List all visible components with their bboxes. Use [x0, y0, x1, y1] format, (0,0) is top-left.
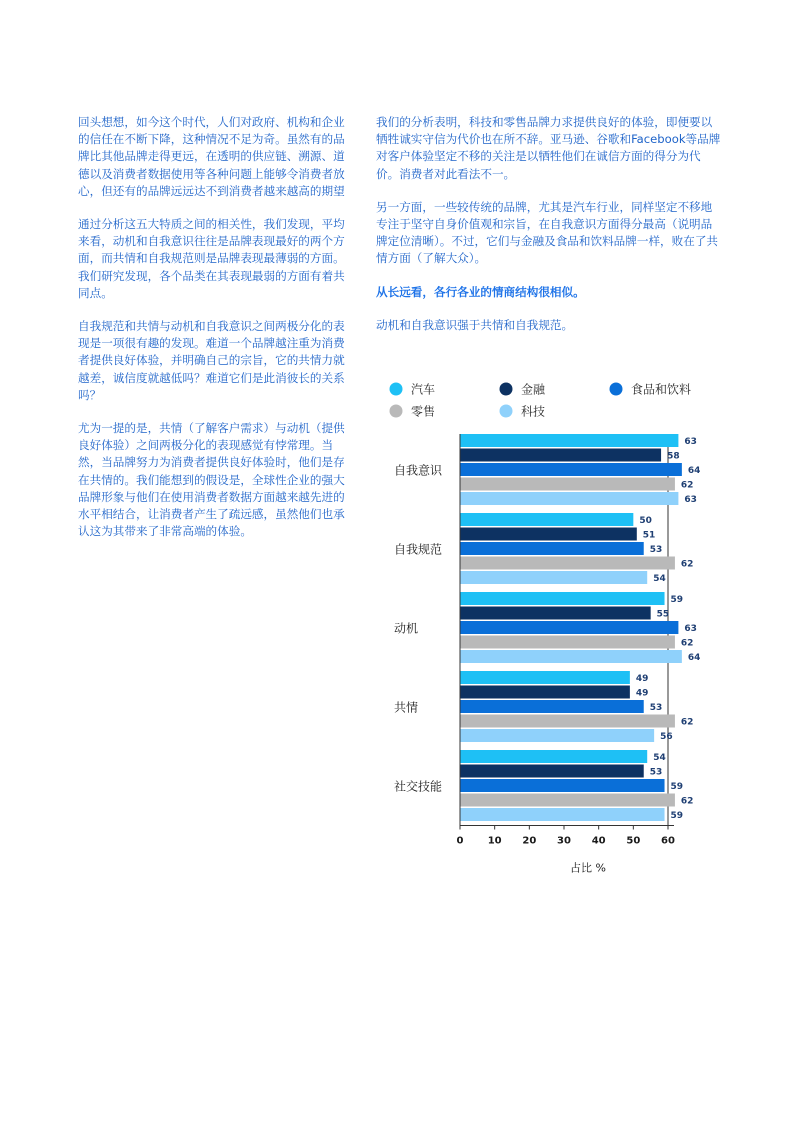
data-label: 49 — [635, 674, 649, 684]
paragraph: 通过分析这五大特质之间的相关性，我们发现，平均来看，动机和自我意识往往是品牌表现最好的两个方面，而共情和自我规范则是品牌表现最薄弱的方面。我们研究发现，各个品类在其表现最弱的方面有着共同点。 — [78, 217, 345, 300]
x-axis-label: 占比 % — [570, 861, 606, 875]
category-label: 社交技能 — [394, 779, 443, 794]
bar — [460, 715, 675, 728]
bar — [460, 478, 675, 491]
tick-label: 10 — [487, 835, 502, 847]
legend-swatch — [610, 383, 623, 396]
chart-intro: 动机和自我意识强于共情和自我规范。 — [376, 317, 574, 332]
data-label: 53 — [649, 545, 663, 555]
data-label: 58 — [667, 451, 680, 462]
bar — [460, 513, 633, 526]
tick-label: 40 — [591, 835, 606, 847]
data-label: 50 — [639, 516, 652, 526]
bar — [460, 557, 675, 570]
bar — [460, 571, 647, 584]
data-label: 51 — [642, 530, 656, 541]
tick-label: 50 — [626, 835, 641, 847]
bar — [460, 671, 630, 684]
tick-label: 30 — [557, 835, 571, 847]
bar — [460, 592, 665, 605]
category-label: 动机 — [394, 621, 419, 636]
bar — [460, 765, 644, 778]
paragraph: 回头想想，如今这个时代，人们对政府、机构和企业的信任在不断下降，这种情况不足为奇。虽然有的品牌比其他品牌走得更远，在透明的供应链、溯源、道德以及消费者数据使用等各种问题上能够令消费者放心，但还有的品牌远远达不到消费者越来越高的期望 — [78, 115, 345, 198]
bar — [460, 528, 637, 541]
bar — [460, 542, 644, 555]
data-label: 49 — [635, 688, 649, 699]
data-label: 63 — [684, 495, 697, 505]
bar — [460, 449, 661, 462]
category-label: 自我意识 — [394, 463, 443, 478]
legend-swatch — [390, 383, 403, 396]
bar — [460, 434, 678, 447]
data-label: 56 — [660, 732, 673, 742]
data-label: 59 — [670, 782, 684, 792]
chart-svg — [380, 372, 740, 892]
category-label: 共情 — [394, 700, 419, 715]
bar — [460, 700, 644, 713]
highlight-heading: 从长远看，各行各业的情商结构很相似。 — [376, 284, 585, 299]
data-label: 53 — [649, 767, 663, 778]
data-label: 59 — [670, 811, 684, 821]
legend-swatch — [500, 405, 513, 418]
data-label: 54 — [653, 574, 666, 584]
data-label: 59 — [670, 595, 684, 605]
bar — [460, 636, 675, 649]
data-label: 55 — [656, 609, 670, 620]
bar — [460, 729, 654, 742]
legend-label: 食品和饮料 — [631, 382, 692, 397]
data-label: 53 — [649, 703, 663, 713]
bar — [460, 650, 682, 663]
left-column — [78, 114, 350, 556]
data-label: 62 — [680, 480, 694, 491]
paragraph: 自我规范和共情与动机和自我意识之间两极分化的表现是一项很有趣的发现。难道一个品牌越注重为消费者提供良好体验，并明确自己的宗旨，它的共情力就越差，诚信度就越低吗？难道它们是此消彼长的关系吗？ — [78, 319, 345, 402]
tick-label: 60 — [661, 835, 675, 847]
legend-label: 汽车 — [411, 382, 436, 397]
bar — [460, 621, 678, 634]
legend-label: 金融 — [521, 382, 546, 397]
data-label: 64 — [687, 653, 701, 663]
category-label: 自我规范 — [394, 542, 443, 557]
legend-swatch — [500, 383, 513, 396]
paragraph: 我们的分析表明，科技和零售品牌力求提供良好的体验，即便要以牺牲诚实守信为代价也在所不辞。亚马逊、谷歌和Facebook等品牌对客户体验坚定不移的关注是以牺牲他们在诚信方面的得分为代价。消费者对此看法不一。 — [376, 115, 721, 181]
data-label: 62 — [680, 559, 694, 570]
data-label: 62 — [680, 717, 694, 728]
bar — [460, 463, 682, 476]
tick-label: 0 — [456, 835, 464, 847]
bar — [460, 750, 647, 763]
data-label: 64 — [687, 466, 701, 476]
tick-label: 20 — [522, 835, 537, 847]
bar — [460, 794, 675, 807]
bar — [460, 492, 678, 505]
bar — [460, 808, 665, 821]
data-label: 62 — [680, 638, 694, 649]
data-label: 62 — [680, 796, 694, 807]
bar — [460, 686, 630, 699]
data-label: 63 — [684, 624, 697, 634]
bar — [460, 607, 651, 620]
legend-label: 科技 — [521, 404, 546, 419]
bar — [460, 779, 665, 792]
right-column — [376, 114, 721, 350]
data-label: 63 — [684, 437, 697, 447]
legend-swatch — [390, 405, 403, 418]
paragraph: 另一方面，一些较传统的品牌，尤其是汽车行业，同样坚定不移地专注于坚守自身价值观和宗旨，在自我意识方面得分最高（说明品牌定位清晰）。不过，它们与金融及食品和饮料品牌一样，败在了共情方面（了解大众）。 — [376, 199, 719, 266]
data-label: 54 — [653, 753, 666, 763]
legend-label: 零售 — [411, 404, 436, 419]
bar-chart — [380, 372, 740, 896]
paragraph: 尤为一提的是，共情（了解客户需求）与动机（提供良好体验）之间两极分化的表现感觉有悖常理。当然，当品牌努力为消费者提供良好体验时，他们是存在共情的。我们能想到的假设是，全球性企业的强大品牌形象与他们在使用消费者数据方面越来越先进的水平相结合，让消费者产生了疏远感，虽然他们也承认这为其带来了非常高端的体验。 — [78, 421, 345, 539]
